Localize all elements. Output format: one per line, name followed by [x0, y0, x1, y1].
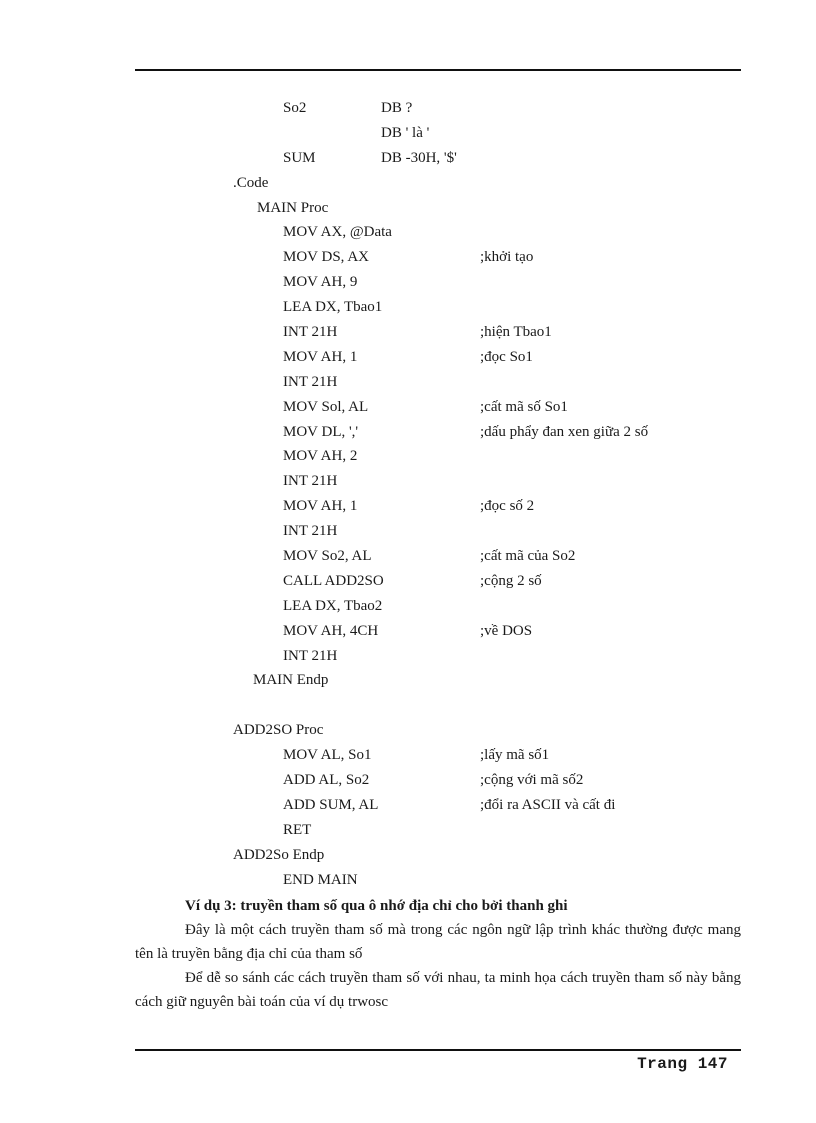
instruction: MOV AH, 4CH	[283, 622, 379, 639]
code-line	[0, 270, 816, 295]
code-line	[0, 171, 816, 196]
code-line	[0, 121, 816, 146]
code-line	[0, 196, 816, 221]
instruction: ADD SUM, AL	[283, 796, 379, 813]
instruction: MOV AH, 2	[283, 448, 358, 465]
assembly-listing	[0, 96, 816, 893]
instruction: INT 21H	[283, 473, 338, 490]
instruction: MOV So2, AL	[283, 548, 372, 565]
code-line	[0, 420, 816, 445]
code-comment: ;khởi tạo	[480, 249, 534, 266]
code-comment: ;đọc số 2	[480, 498, 535, 515]
code-line	[0, 320, 816, 345]
instruction: INT 21H	[283, 647, 338, 664]
code-operand: DB -30H, '$'	[381, 149, 457, 166]
code-comment: ;dấu phẩy đan xen giữa 2 số	[480, 423, 649, 440]
code-line	[0, 868, 816, 893]
instruction: MOV DS, AX	[283, 249, 369, 266]
code-line	[0, 544, 816, 569]
end-directive: END MAIN	[283, 871, 358, 888]
code-line	[0, 668, 816, 693]
code-line	[0, 146, 816, 171]
code-line	[0, 793, 816, 818]
code-line	[0, 718, 816, 743]
code-line	[0, 370, 816, 395]
instruction: INT 21H	[283, 373, 338, 390]
instruction: INT 21H	[283, 523, 338, 540]
proc-start: ADD2SO Proc	[233, 722, 324, 739]
code-label: So2	[283, 100, 307, 116]
code-line	[0, 818, 816, 843]
example-heading: Ví dụ 3: truyền tham số qua ô nhớ địa chỉ cho bởi thanh ghi	[185, 898, 568, 914]
instruction: ADD AL, So2	[283, 772, 370, 789]
code-comment: ;về DOS	[480, 622, 533, 639]
paragraph-text: Để dễ so sánh các cách truyền tham số với nhau, ta minh họa cách truyền tham số này bằng cách giữ nguyên bài toán của ví dụ trwosc	[135, 970, 741, 1010]
code-line	[0, 619, 816, 644]
header-rule	[135, 69, 741, 71]
code-comment: ;đọc So1	[480, 348, 533, 365]
instruction: MOV DL, ','	[283, 423, 359, 440]
code-line	[0, 768, 816, 793]
instruction: RET	[283, 821, 312, 838]
code-comment: ;cộng với mã số2	[480, 772, 584, 789]
instruction: MOV AH, 9	[283, 274, 358, 291]
code-label: SUM	[283, 149, 316, 166]
code-line	[0, 569, 816, 594]
proc-end: MAIN Endp	[253, 672, 329, 689]
code-line	[0, 245, 816, 270]
code-comment: ;hiện Tbao1	[480, 324, 552, 341]
code-line	[0, 96, 816, 121]
paragraph-text: Đây là một cách truyền tham số mà trong các ngôn ngữ lập trình khác thường được mang tên là truyền bằng địa chỉ của tham số	[135, 922, 741, 962]
code-line	[0, 395, 816, 420]
footer-rule	[135, 1049, 741, 1051]
instruction: CALL ADD2SO	[283, 572, 384, 589]
instruction: MOV AH, 1	[283, 498, 358, 515]
proc-start: MAIN Proc	[257, 199, 329, 216]
code-line	[0, 494, 816, 519]
paragraph	[135, 966, 741, 1014]
instruction: LEA DX, Tbao1	[283, 299, 383, 316]
code-operand: DB ' là '	[381, 124, 430, 141]
page-number: Trang 147	[637, 1055, 728, 1073]
code-comment: ;cộng 2 số	[480, 572, 542, 589]
blank-line	[0, 693, 816, 718]
code-comment: ;lấy mã số1	[480, 747, 550, 764]
instruction: MOV Sol, AL	[283, 398, 369, 415]
code-comment: ;cất mã số So1	[480, 398, 568, 415]
proc-end: ADD2So Endp	[233, 846, 325, 863]
code-line	[0, 220, 816, 245]
code-line	[0, 345, 816, 370]
code-line	[0, 469, 816, 494]
code-comment: ;đổi ra ASCII và cất đi	[480, 796, 616, 813]
paragraph	[135, 918, 741, 966]
code-line	[0, 295, 816, 320]
code-line	[0, 594, 816, 619]
instruction: MOV AH, 1	[283, 348, 358, 365]
instruction: MOV AX, @Data	[283, 224, 392, 241]
code-line	[0, 519, 816, 544]
code-line	[0, 843, 816, 868]
code-line	[0, 444, 816, 469]
code-comment: ;cất mã của So2	[480, 548, 576, 565]
code-line	[0, 743, 816, 768]
instruction: LEA DX, Tbao2	[283, 597, 383, 614]
instruction: INT 21H	[283, 324, 338, 341]
body-text	[135, 894, 741, 1014]
code-line	[0, 644, 816, 669]
code-directive: .Code	[233, 174, 269, 191]
code-operand: DB ?	[381, 100, 413, 116]
instruction: MOV AL, So1	[283, 747, 372, 764]
